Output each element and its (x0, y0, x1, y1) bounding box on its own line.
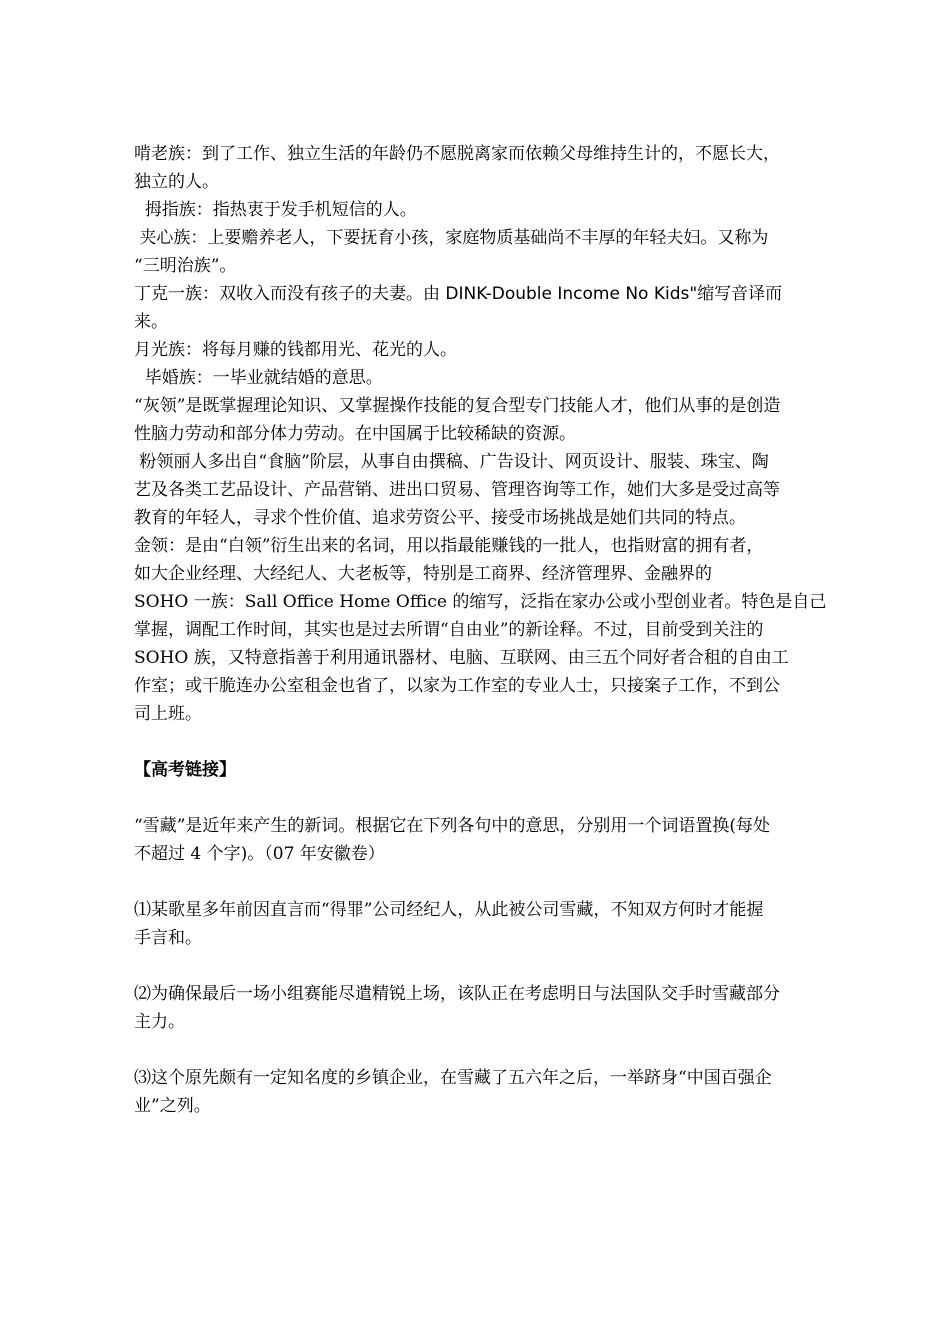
definition-jiaxin (134, 224, 874, 280)
definition-huiling (134, 392, 874, 448)
definition-kenlao (134, 140, 874, 196)
text-line: 夹心族：上要赡养老人，下要抚育小孩，家庭物质基础尚不丰厚的年轻夫妇。又称为 (134, 228, 769, 248)
text-line: 司上班。 (134, 704, 202, 724)
text-line: 来。 (134, 312, 168, 332)
document-page (134, 140, 874, 1120)
spacer (134, 952, 874, 980)
text-line: 性脑力劳动和部分体力劳动。在中国属于比较稀缺的资源。 (134, 424, 576, 444)
definition-muzhi (134, 196, 874, 224)
definition-yueguang (134, 336, 874, 364)
text-line: 主力。 (134, 1012, 185, 1032)
question-intro (134, 812, 874, 868)
question-item-1 (134, 896, 874, 952)
text-line: 作室；或干脆连办公室租金也省了，以家为工作室的专业人士，只接案子工作，不到公 (134, 676, 780, 696)
text-line (134, 280, 874, 308)
definition-dink (134, 280, 874, 336)
text-line: 不超过 4 个字)。（07 年安徽卷） (134, 844, 385, 864)
spacer (134, 1036, 874, 1064)
text-line: 艺及各类工艺品设计、产品营销、进出口贸易、管理咨询等工作，她们大多是受过高等 (134, 480, 780, 500)
text-line: 如大企业经理、大经纪人、大老板等，特别是工商界、经济管理界、金融界的 (134, 564, 712, 584)
dink-prefix: 丁克一族：双收入而没有孩子的夫妻。由 (134, 284, 446, 304)
definition-bihun (134, 364, 874, 392)
text-line: ⑵为确保最后一场小组赛能尽遣精锐上场，该队正在考虑明日与法国队交手时雪藏部分 (134, 984, 780, 1004)
text-line: 掌握，调配工作时间，其实也是过去所谓“自由业”的新诠释。不过，目前受到关注的 (134, 620, 764, 640)
spacer (134, 728, 874, 756)
text-line: 拇指族：指热衷于发手机短信的人。 (134, 200, 417, 220)
text-line: 毕婚族：一毕业就结婚的意思。 (134, 368, 383, 388)
definition-jinling (134, 532, 874, 588)
dink-english: DINK-Double Income No Kids" (445, 284, 698, 304)
text-line: SOHO 族，又特意指善于利用通讯器材、电脑、互联网、由三五个同好者合租的自由工 (134, 648, 789, 668)
definitions-block (134, 140, 874, 728)
text-line: 手言和。 (134, 928, 202, 948)
text-line: 粉领丽人多出自“食脑”阶层，从事自由撰稿、广告设计、网页设计、服装、珠宝、陶 (134, 452, 769, 472)
text-line: ⑶这个原先颇有一定知名度的乡镇企业，在雪藏了五六年之后，一举跻身“中国百强企 (134, 1068, 772, 1088)
definition-fenling (134, 448, 874, 532)
definition-soho (134, 588, 874, 728)
text-line: “灰领”是既掌握理论知识、又掌握操作技能的复合型专门技能人才，他们从事的是创造 (134, 396, 781, 416)
dink-suffix: 缩写音译而 (697, 284, 783, 304)
text-line: ⑴某歌星多年前因直言而“得罪”公司经纪人，从此被公司雪藏，不知双方何时才能握 (134, 900, 764, 920)
spacer (134, 868, 874, 896)
text-line: 业”之列。 (134, 1096, 211, 1116)
text-line: “三明治族”。 (134, 256, 237, 276)
text-line: 独立的人。 (134, 172, 219, 192)
section-heading: 【高考链接】 (134, 760, 236, 780)
text-line: 月光族：将每月赚的钱都用光、花光的人。 (134, 340, 457, 360)
text-line: 啃老族：到了工作、独立生活的年龄仍不愿脱离家而依赖父母维持生计的，不愿长大， (134, 144, 780, 164)
text-line: SOHO 一族：Sall Office Home Office 的缩写，泛指在家办公或小型创业者。特色是自己 (134, 592, 827, 612)
text-line: 教育的年轻人，寻求个性价值、追求劳资公平、接受市场挑战是她们共同的特点。 (134, 508, 746, 528)
question-item-3 (134, 1064, 874, 1120)
question-item-2 (134, 980, 874, 1036)
text-line: “雪藏”是近年来产生的新词。根据它在下列各句中的意思，分别用一个词语置换(每处 (134, 816, 771, 836)
text-line: 金领：是由“白领”衍生出来的名词，用以指最能赚钱的一批人，也指财富的拥有者， (134, 536, 764, 556)
spacer (134, 784, 874, 812)
